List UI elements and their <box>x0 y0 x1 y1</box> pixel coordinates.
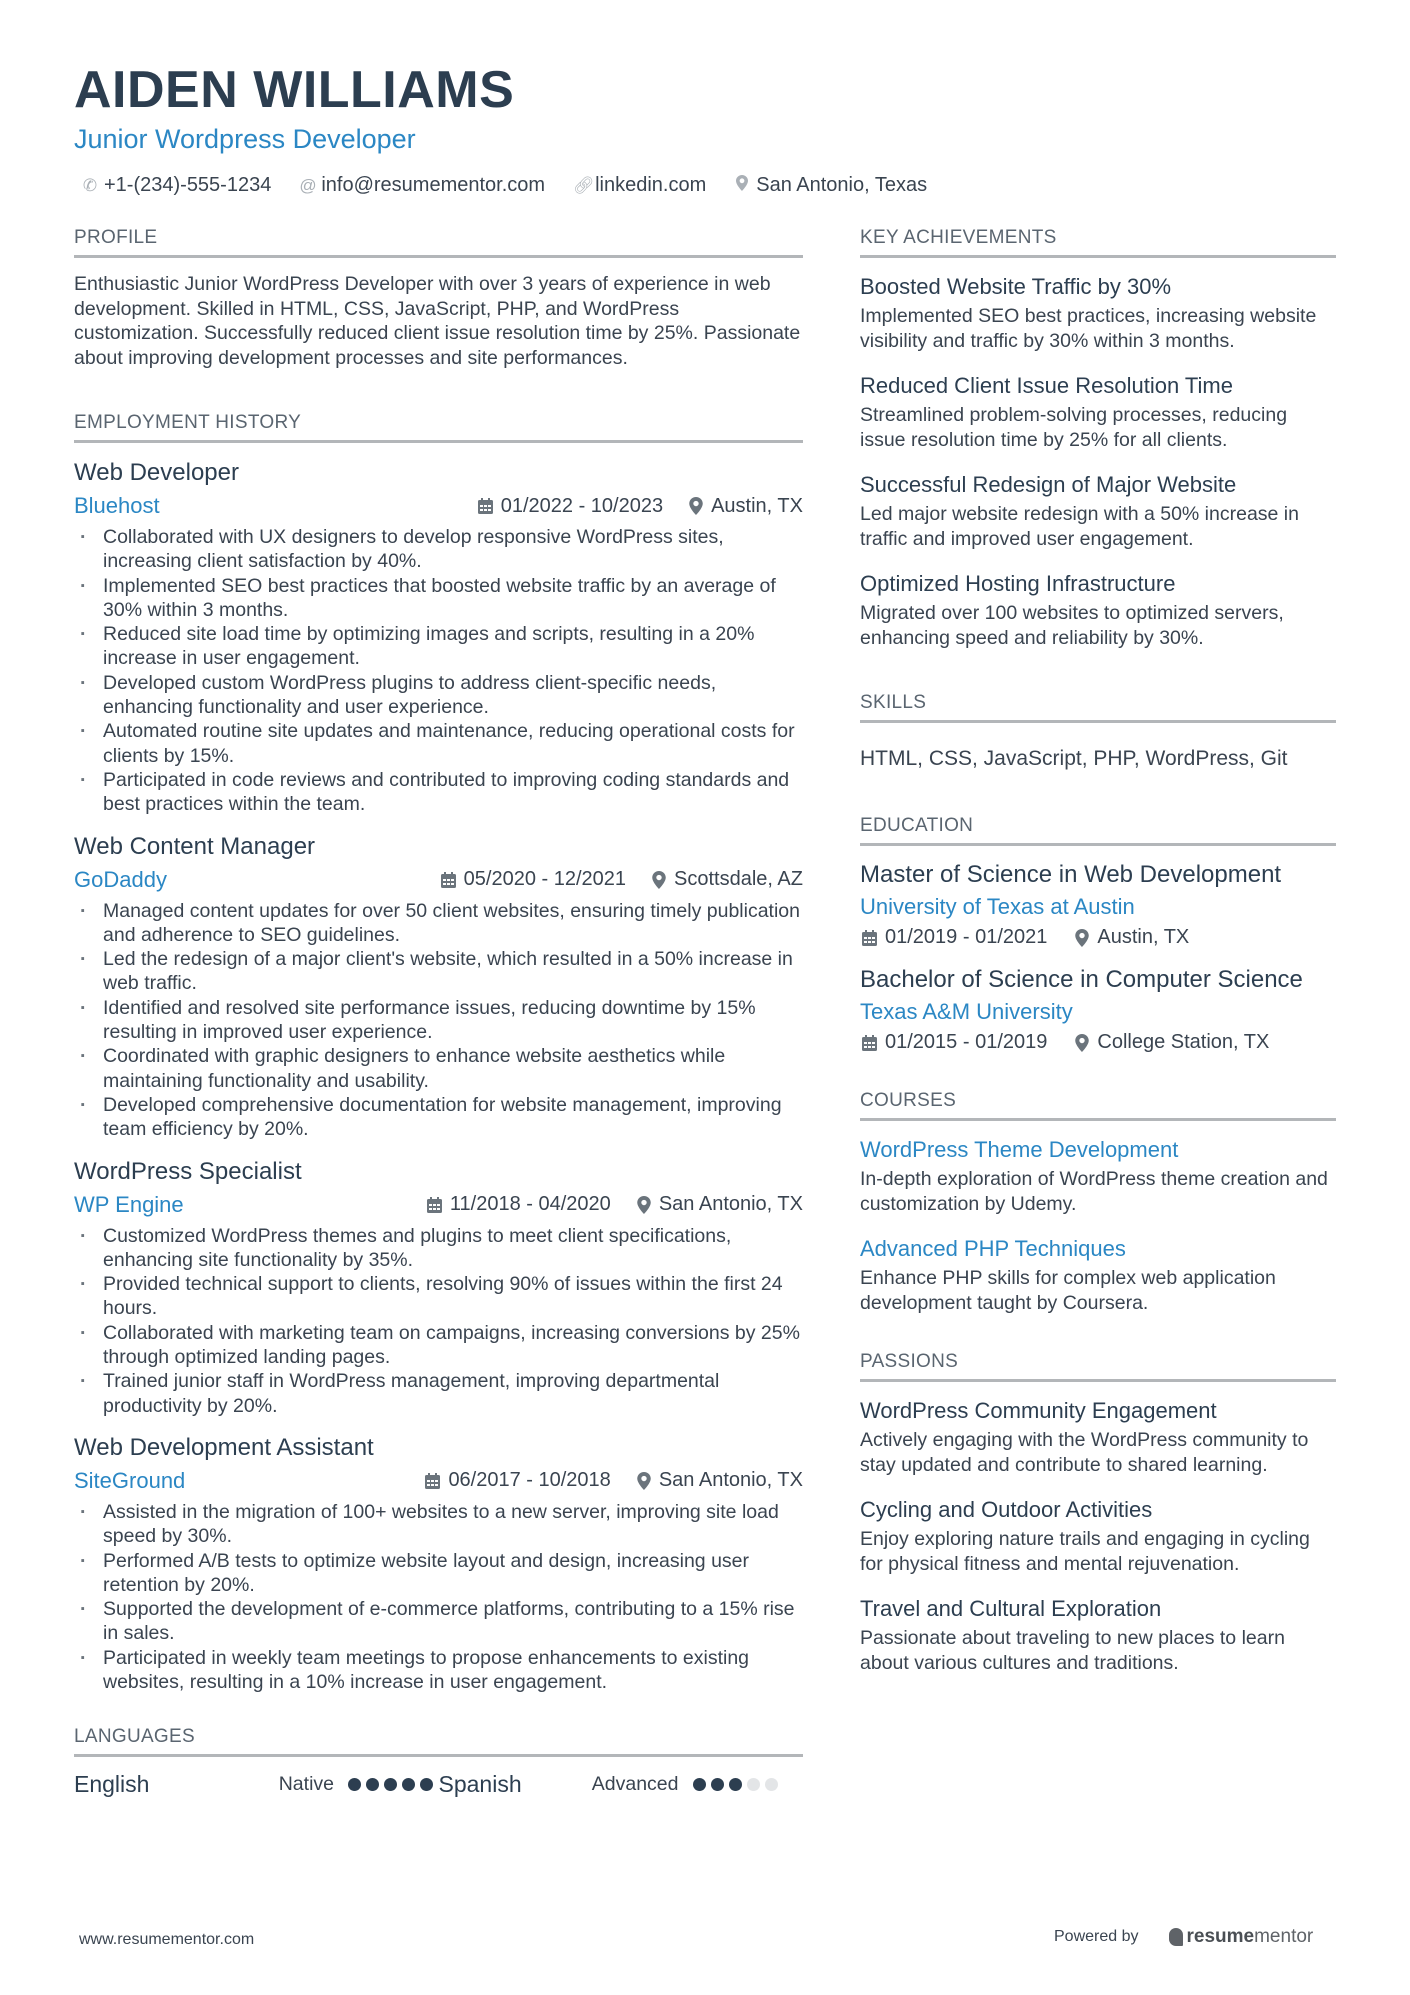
job-dates <box>478 495 663 518</box>
education-meta <box>860 926 1336 949</box>
achievement-description: Streamlined problem-solving processes, reducing issue resolution time by 25% for all clients. <box>860 404 1288 451</box>
achievement-item <box>860 272 1336 353</box>
school-name[interactable]: University of Texas at Austin <box>860 894 1135 919</box>
profile-text: Enthusiastic Junior WordPress Developer with over 3 years of experience in web development. Skilled in HTML, CSS, JavaScript, PHP, and WordPress customization. Successfully reduced client issue resolution time by 25%. Passionate about improving development processes and site performances. <box>74 273 801 369</box>
job-bullets <box>74 525 803 817</box>
contact-location <box>734 174 927 197</box>
skills-text: HTML, CSS, JavaScript, PHP, WordPress, Git <box>860 747 1288 770</box>
job-location <box>637 1193 803 1216</box>
passion-item <box>860 1594 1336 1675</box>
calendar-icon <box>862 1035 877 1051</box>
job-entry <box>74 1432 803 1694</box>
powered-by-text: Powered by <box>1054 1928 1139 1945</box>
job-bullet: · Customized WordPress themes and plugins to meet client specifications, enhancing site functionality by 35%. <box>74 1224 803 1273</box>
candidate-name: AIDEN WILLIAMS <box>74 61 515 119</box>
location-pin-icon <box>1075 929 1089 947</box>
job-dates <box>441 868 626 891</box>
language-item <box>74 1771 439 1798</box>
job-location-text: San Antonio, TX <box>658 1469 803 1492</box>
job-meta-right <box>427 1193 803 1216</box>
language-list <box>74 1771 803 1798</box>
calendar-icon <box>478 498 493 514</box>
passion-title: WordPress Community Engagement <box>860 1398 1217 1423</box>
job-bullet: · Collaborated with marketing team on campaigns, increasing conversions by 25% through optimized landing pages. <box>74 1321 803 1370</box>
language-rating <box>693 1778 778 1791</box>
job-bullet: · Participated in weekly team meetings to propose enhancements to existing websites, resulting in a 10% increase in user engagement. <box>74 1646 803 1695</box>
passion-title: Cycling and Outdoor Activities <box>860 1497 1153 1522</box>
job-location <box>637 1469 803 1492</box>
education-location-text: College Station, TX <box>1097 1031 1270 1053</box>
section-heading: COURSES <box>860 1088 1336 1121</box>
achievement-item <box>860 569 1336 650</box>
job-entry <box>74 457 803 817</box>
job-role: Web Developer <box>74 459 239 486</box>
degree-name: Master of Science in Web Development <box>860 861 1282 888</box>
rating-dot-filled <box>729 1778 742 1791</box>
right-column <box>860 225 1336 1703</box>
job-bullet: · Supported the development of e-commerce platforms, contributing to a 15% rise in sales. <box>74 1597 803 1646</box>
email-text[interactable]: info@resumementor.com <box>321 174 546 196</box>
section-heading: KEY ACHIEVEMENTS <box>860 225 1336 258</box>
job-meta <box>74 1466 803 1496</box>
rating-dot-filled <box>693 1778 706 1791</box>
achievement-title: Optimized Hosting Infrastructure <box>860 571 1176 596</box>
job-meta-right <box>425 1469 803 1492</box>
courses-section <box>860 1088 1336 1315</box>
job-bullet: · Developed comprehensive documentation for website management, improving team efficiency by 20%. <box>74 1093 803 1142</box>
job-bullets <box>74 1224 803 1418</box>
education-dates-text: 01/2015 - 01/2019 <box>885 1031 1048 1053</box>
footer-branding <box>1054 1926 1313 1948</box>
contact-phone <box>82 174 271 197</box>
contact-list <box>74 174 1336 197</box>
job-location-text: Austin, TX <box>711 494 803 517</box>
achievement-item <box>860 470 1336 551</box>
job-role: Web Development Assistant <box>74 1433 374 1461</box>
job-bullets <box>74 1500 803 1694</box>
achievement-title: Boosted Website Traffic by 30% <box>860 274 1172 299</box>
job-bullet: · Participated in code reviews and contributed to improving coding standards and best practices within the team. <box>74 768 803 817</box>
link-icon: 🔗︎ <box>573 175 595 195</box>
section-heading: PROFILE <box>74 225 803 258</box>
language-item <box>439 1771 804 1798</box>
job-dates-text: 05/2020 - 12/2021 <box>463 868 627 891</box>
rating-dot-filled <box>402 1778 415 1791</box>
calendar-icon <box>441 872 456 888</box>
linkedin-text[interactable]: linkedin.com <box>595 174 707 196</box>
skills-section <box>860 690 1336 773</box>
course-item <box>860 1234 1336 1315</box>
job-bullet: · Collaborated with UX designers to develop responsive WordPress sites, increasing client satisfaction by 40%. <box>74 525 803 574</box>
education-location <box>1075 1031 1269 1054</box>
job-dates <box>425 1469 610 1492</box>
achievements-section <box>860 225 1336 650</box>
job-meta-right <box>478 495 803 518</box>
at-icon: @ <box>299 175 317 195</box>
job-bullet: · Developed custom WordPress plugins to address client-specific needs, enhancing functionality and user experience. <box>74 671 803 720</box>
passion-item <box>860 1495 1336 1576</box>
language-rating <box>348 1778 433 1791</box>
rating-dot-filled <box>384 1778 397 1791</box>
job-role: WordPress Specialist <box>74 1157 302 1185</box>
job-meta <box>74 491 803 521</box>
passion-list <box>860 1396 1336 1675</box>
phone-text: +1-(234)-555-1234 <box>104 174 272 196</box>
calendar-icon <box>862 930 877 946</box>
job-meta <box>74 865 803 895</box>
achievement-title: Successful Redesign of Major Website <box>860 472 1237 497</box>
profile-section <box>74 225 803 370</box>
course-title[interactable]: WordPress Theme Development <box>860 1137 1179 1162</box>
job-location-text: San Antonio, TX <box>658 1193 803 1216</box>
rating-dot-filled <box>420 1778 433 1791</box>
job-meta <box>74 1190 803 1220</box>
job-meta-right <box>441 868 803 891</box>
rating-dot-filled <box>348 1778 361 1791</box>
language-name: English <box>74 1771 150 1798</box>
achievement-list <box>860 272 1336 650</box>
achievement-title: Reduced Client Issue Resolution Time <box>860 373 1233 398</box>
education-section <box>860 813 1336 1054</box>
job-list <box>74 457 803 1694</box>
school-name[interactable]: Texas A&M University <box>860 999 1073 1024</box>
job-bullet: · Automated routine site updates and maintenance, reducing operational costs for clients by 15%. <box>74 719 803 768</box>
calendar-icon <box>425 1473 440 1489</box>
job-bullet: · Performed A/B tests to optimize website layout and design, increasing user retention by 20%. <box>74 1549 803 1598</box>
achievement-item <box>860 371 1336 452</box>
company-name[interactable]: Bluehost <box>74 493 160 518</box>
candidate-title: Junior Wordpress Developer <box>74 124 416 154</box>
education-meta <box>860 1031 1336 1054</box>
footer-website[interactable]: www.resumementor.com <box>79 1931 255 1948</box>
job-location <box>689 495 803 518</box>
job-dates-text: 11/2018 - 04/2020 <box>449 1193 611 1216</box>
location-text: San Antonio, Texas <box>756 174 928 196</box>
languages-section <box>74 1724 803 1798</box>
job-bullet: · Managed content updates for over 50 client websites, ensuring timely publication and adherence to SEO guidelines. <box>74 899 803 948</box>
job-location-text: Scottsdale, AZ <box>674 868 803 891</box>
company-name[interactable]: WP Engine <box>74 1191 184 1217</box>
achievement-description: Migrated over 100 websites to optimized servers, enhancing speed and reliability by 30%. <box>860 602 1284 649</box>
course-description: Enhance PHP skills for complex web application development taught by Coursera. <box>860 1267 1276 1314</box>
course-description: In-depth exploration of WordPress theme creation and customization by Udemy. <box>860 1168 1328 1215</box>
job-bullet: · Identified and resolved site performance issues, reducing downtime by 15% resulting in improved user experience. <box>74 996 803 1045</box>
employment-section <box>74 410 803 1694</box>
company-name[interactable]: SiteGround <box>74 1467 186 1493</box>
left-column <box>74 225 803 1826</box>
location-pin-icon <box>637 1472 651 1490</box>
job-entry <box>74 1156 803 1418</box>
rating-dot-filled <box>366 1778 379 1791</box>
job-bullet: · Led the redesign of a major client's website, which resulted in a 50% increase in web traffic. <box>74 947 803 996</box>
education-location <box>1075 926 1189 949</box>
brand-logo[interactable] <box>1169 1926 1314 1948</box>
location-icon <box>734 175 750 196</box>
location-pin-icon <box>689 497 703 515</box>
job-entry <box>74 831 803 1142</box>
achievement-description: Implemented SEO best practices, increasing website visibility and traffic by 30% within 3 months. <box>860 305 1317 352</box>
education-dates <box>862 1031 1047 1054</box>
brand-bold: resume <box>1186 1926 1255 1947</box>
education-list <box>860 860 1336 1054</box>
job-dates-text: 06/2017 - 10/2018 <box>448 1469 611 1492</box>
job-bullet: · Trained junior staff in WordPress management, improving departmental productivity by 20%. <box>74 1369 803 1418</box>
calendar-icon <box>427 1197 442 1213</box>
job-bullet: · Coordinated with graphic designers to enhance website aesthetics while maintaining functionality and usability. <box>74 1044 803 1093</box>
resume-header <box>74 60 1336 197</box>
section-heading: EDUCATION <box>860 813 1336 846</box>
passions-section <box>860 1349 1336 1675</box>
contact-email[interactable] <box>299 174 545 197</box>
location-pin-icon <box>652 871 666 889</box>
job-bullet: · Reduced site load time by optimizing images and scripts, resulting in a 20% increase in user engagement. <box>74 622 803 671</box>
brand-mark-icon <box>1169 1928 1183 1946</box>
section-heading: SKILLS <box>860 690 1336 723</box>
section-heading: PASSIONS <box>860 1349 1336 1382</box>
job-dates-text: 01/2022 - 10/2023 <box>500 494 664 517</box>
education-location-text: Austin, TX <box>1097 926 1190 948</box>
rating-dot-empty <box>765 1778 778 1791</box>
course-list <box>860 1135 1336 1315</box>
section-heading: LANGUAGES <box>74 1724 803 1757</box>
language-level: Native <box>278 1773 334 1796</box>
location-pin-icon <box>1075 1034 1089 1052</box>
rating-dot-filled <box>711 1778 724 1791</box>
section-heading: EMPLOYMENT HISTORY <box>74 410 803 443</box>
education-item <box>860 965 1336 1054</box>
contact-linkedin[interactable] <box>573 174 706 197</box>
language-level: Advanced <box>591 1773 679 1796</box>
passion-description: Actively engaging with the WordPress community to stay updated and contribute to shared learning. <box>860 1429 1309 1476</box>
passion-description: Enjoy exploring nature trails and engaging in cycling for physical fitness and mental rejuvenation. <box>860 1528 1310 1575</box>
brand-light: mentor <box>1254 1926 1314 1947</box>
company-name[interactable]: GoDaddy <box>74 866 167 892</box>
job-bullet: · Assisted in the migration of 100+ websites to a new server, improving site load speed by 30%. <box>74 1500 803 1549</box>
course-item <box>860 1135 1336 1216</box>
job-bullet: · Implemented SEO best practices that boosted website traffic by an average of 30% within 3 months. <box>74 574 803 623</box>
achievement-description: Led major website redesign with a 50% increase in traffic and improved user engagement. <box>860 503 1299 550</box>
language-name: Spanish <box>438 1771 522 1798</box>
location-pin-icon <box>637 1196 651 1214</box>
job-dates <box>427 1193 611 1216</box>
phone-icon: ✆ <box>82 175 98 195</box>
rating-dot-empty <box>747 1778 760 1791</box>
education-item <box>860 860 1336 949</box>
passion-title: Travel and Cultural Exploration <box>860 1596 1162 1621</box>
course-title[interactable]: Advanced PHP Techniques <box>860 1236 1126 1261</box>
education-dates <box>862 926 1047 949</box>
passion-item <box>860 1396 1336 1477</box>
passion-description: Passionate about traveling to new places to learn about various cultures and traditions. <box>860 1627 1285 1674</box>
job-location <box>652 868 803 891</box>
degree-name: Bachelor of Science in Computer Science <box>860 966 1303 993</box>
job-bullet: · Provided technical support to clients, resolving 90% of issues within the first 24 hours. <box>74 1272 803 1321</box>
job-role: Web Content Manager <box>74 832 316 860</box>
job-bullets <box>74 899 803 1142</box>
education-dates-text: 01/2019 - 01/2021 <box>885 926 1048 948</box>
